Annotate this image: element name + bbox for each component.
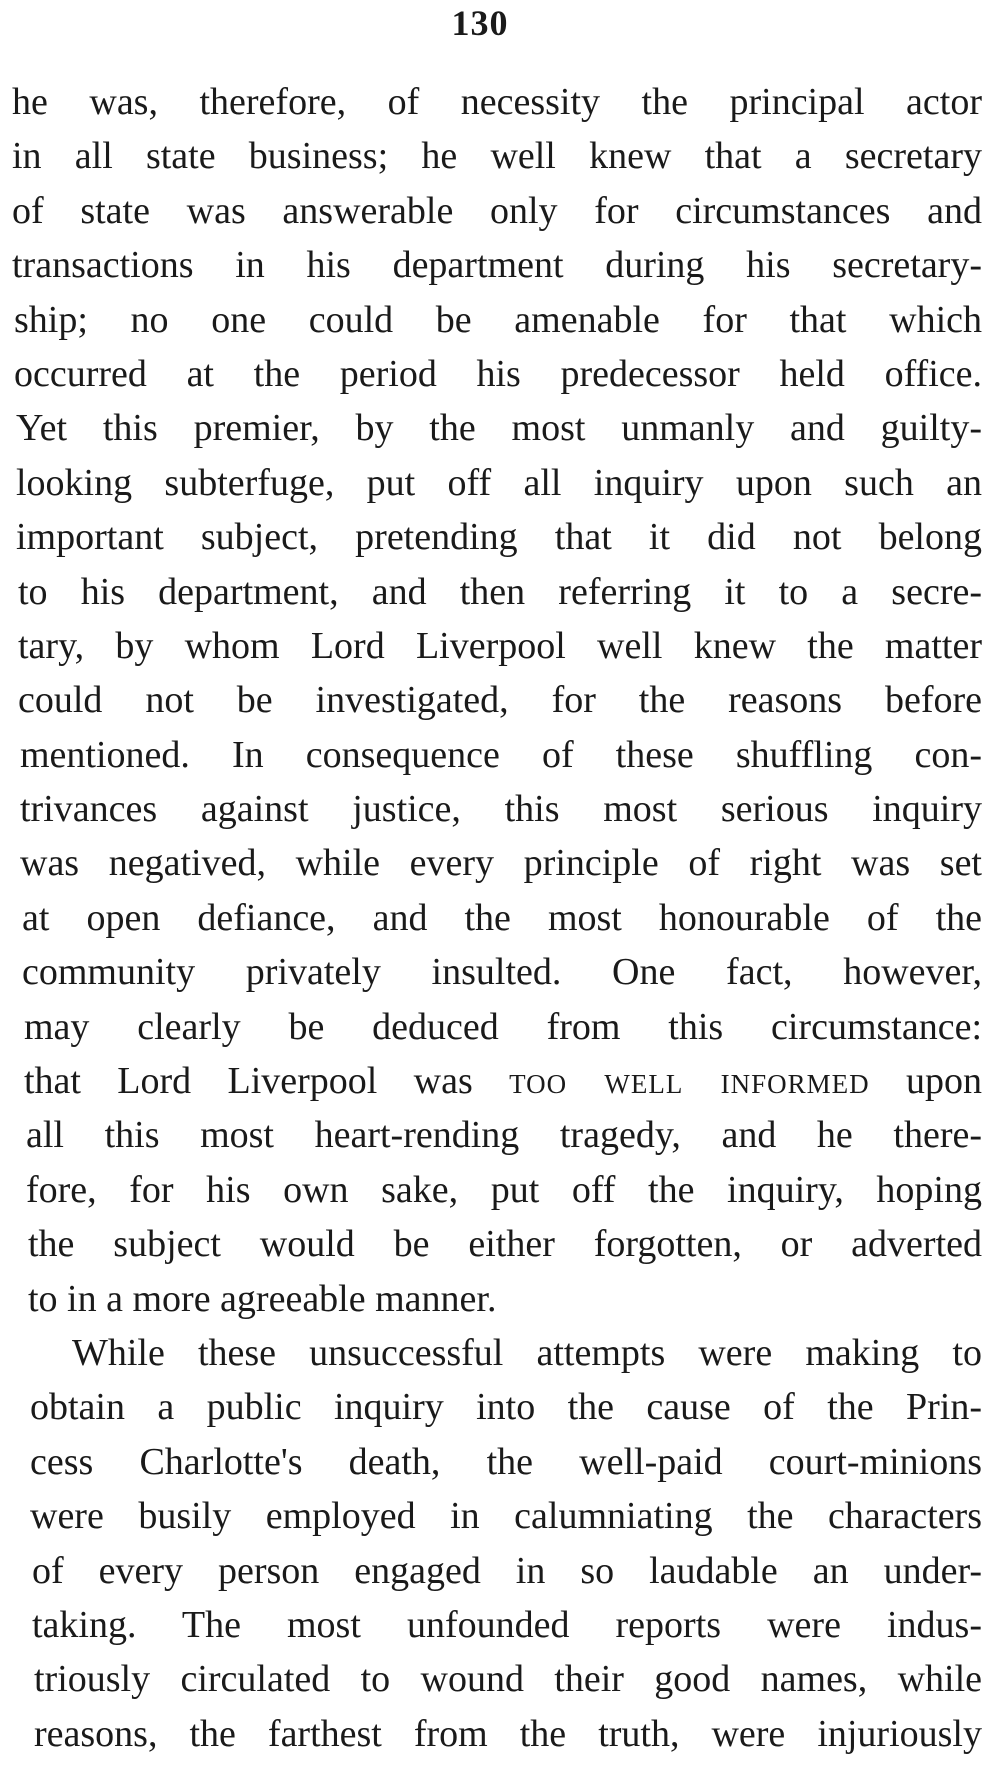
text-line: to his department, and then referring it to a secre- xyxy=(18,570,982,613)
page-number: 130 xyxy=(451,3,509,43)
text-line: at open defiance, and the most honourable of the xyxy=(22,896,982,939)
text-line: ship; no one could be amenable for that which xyxy=(14,298,982,341)
text-line: looking subterfuge, put off all inquiry upon such an xyxy=(16,461,982,504)
text-line: important subject, pretending that it did not belong xyxy=(16,516,982,559)
text-line: in all state business; he well knew that a secretary xyxy=(12,135,982,178)
line-text-before: that Lord Liverpool was xyxy=(24,1060,510,1103)
body-text xyxy=(12,75,982,1761)
text-line-emphasis xyxy=(12,1054,982,1108)
text-line: tary, by whom Lord Liverpool well knew the matter xyxy=(18,624,982,667)
line-text-after: upon xyxy=(869,1060,983,1103)
text-line: taking. The most unfounded reports were indus- xyxy=(32,1603,982,1646)
text-line: fore, for his own sake, put off the inquiry, hoping xyxy=(26,1168,982,1211)
text-line: he was, therefore, of necessity the principal actor xyxy=(12,81,982,123)
text-line: of every person engaged in so laudable an under- xyxy=(32,1549,982,1592)
text-line: transactions in his department during his secretary- xyxy=(12,244,982,287)
text-line: was negatived, while every principle of right was set xyxy=(20,842,982,885)
text-line: all this most heart-rending tragedy, and he there- xyxy=(26,1114,982,1157)
small-caps-emphasis: too well informed xyxy=(509,1060,870,1103)
text-line: reasons, the farthest from the truth, were injuriously xyxy=(34,1712,982,1755)
text-line: cess Charlotte's death, the well-paid court-minions xyxy=(30,1440,982,1483)
text-line: Yet this premier, by the most unmanly and guilty- xyxy=(16,407,982,450)
text-line: While these unsuccessful attempts were making to xyxy=(72,1331,982,1374)
text-line: of state was answerable only for circumstances and xyxy=(12,189,982,232)
text-line: trivances against justice, this most serious inquiry xyxy=(20,788,982,831)
text-line: may clearly be deduced from this circumstance: xyxy=(24,1005,982,1048)
text-line: to in a more agreeable manner. xyxy=(28,1277,497,1320)
text-line: triously circulated to wound their good names, while xyxy=(34,1658,982,1701)
text-line: mentioned. In consequence of these shuffling con- xyxy=(20,733,982,776)
text-line: were busily employed in calumniating the characters xyxy=(30,1495,982,1538)
text-line: the subject would be either forgotten, or adverted xyxy=(28,1223,982,1266)
text-line: community privately insulted. One fact, however, xyxy=(22,951,982,994)
text-line: occurred at the period his predecessor held office. xyxy=(14,352,982,395)
text-line: obtain a public inquiry into the cause of the Prin- xyxy=(30,1386,982,1429)
text-line: could not be investigated, for the reasons before xyxy=(18,679,982,722)
